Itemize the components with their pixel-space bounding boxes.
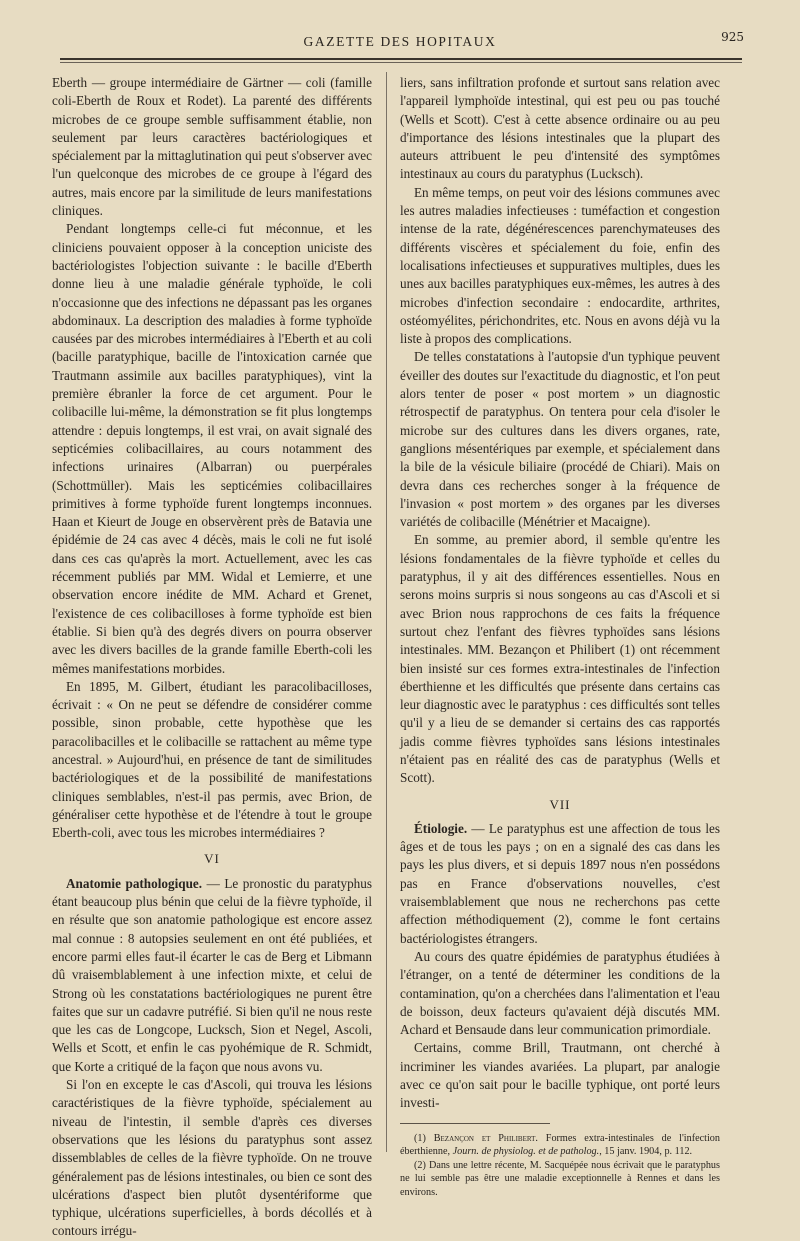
right-column [400, 74, 720, 1200]
paragraph-text: — Le pronostic du paratyphus étant beaucoup plus bénin que celui de la fièvre typhoïde, il en résulte que son anatomie pathologique est encore assez mal connue : 8 autopsies seulement en ont été publiées, et encore parmi elles faut-il écarter le cas de Berg et Libmann dû vraisemblablement à une infection mixte, et celui de Strong où les constatations bactériologiques ne purent être faites que sur un cadavre putréfié. Si bien qu'il ne nous reste que les cas de Longcope, Lucksch, Sion et Negel, Ascoli, Wells et Scott, et enfin le cas pyohémique de R. Schmidt, que Korte a critiqué de la façon que nous avons vu. [52, 875, 372, 1074]
left-column [52, 74, 372, 1241]
page-number: 925 [721, 30, 744, 44]
footnote-authors: (1) Bezançon et Philibert. [414, 1132, 538, 1144]
paragraph: Pendant longtemps celle-ci fut méconnue, et les cliniciens pouvaient opposer à la conception uniciste des bactériologistes l'objection suivante : le bacille d'Eberth donne lieu à une maladie générale typhoïde, le coli n'occasionne que des infections ne dépassant pas les organes abdominaux. La description des maladies à forme typhoïde causées par des microbes intermédiaires à l'Eberth et au coli (bacille paratyphique, bacille de l'intoxication carnée que Trautmann assimile aux bacilles paratyphiques), vint la première ébranler la force de cet argument. Pour le colibacille lui-même, la démonstration se fit plus longtemps attendre : depuis longtemps, il est vrai, on avait signalé des septicémies colibacillaires, au cours notamment des infections urinaires (Albarran) ou puerpérales (Schottmüller). Mais les septicémies colibacillaires primitives à forme typhoïde furent longtemps inconnues. Haan et Kieurt de Jouge en observèrent près de Batavia une épidémie de 24 cas avec 4 décès, mais le coli ne fut isolé dans ces cas qu'après la mort. Actuellement, avec les cas récemment publiés par MM. Widal et Lemierre, et une observation encore inédite de MM. Achard et Grenet, l'existence de ces colibacilloses à forme typhoïde est bien établie. Si bien qu'à des degrés divers on pourra observer avec les divers bacilles de la grande famille Eberth-coli les mêmes manifestations morbides. [52, 221, 372, 676]
column-divider [386, 72, 387, 1152]
paragraph: Au cours des quatre épidémies de paratyphus étudiées à l'étranger, on a tenté de déterminer les conditions de la contamination, qu'on a cherchées dans l'alimentation et l'eau de boisson, deux facteurs qu'avaient déjà discutés MM. Achard et Bensaude dans leur communication primordiale. [400, 948, 720, 1038]
paragraph-text: — Le paratyphus est une affection de tous les âges et de tous les pays ; on en a signalé des cas dans les pays les plus divers, et si depuis 1897 nous n'en possédons pas en France d'observations nouvelles, c'est vraisemblablement que nous ne recherchons pas cette affection méthodiquement (2), comme le font certains bactériologistes étrangers. [400, 820, 720, 946]
paragraph [400, 820, 720, 948]
footnote-rule [400, 1123, 550, 1124]
paragraph [52, 875, 372, 1076]
footnote: (2) Dans une lettre récente, M. Sacquépée nous écrivait que le paratyphus ne lui semble pas être une maladie exceptionnelle à Rennes et dans les environs. [400, 1159, 720, 1198]
section-number: VII [549, 796, 571, 812]
paragraph: En somme, au premier abord, il semble qu'entre les lésions fondamentales de la fièvre typhoïde et celles du paratyphus, il y ait des différences essentielles. Nous en serons moins surpris si nous songeons au cas d'Ascoli et si avec Brion nous rapprochons de ces faits la fréquence surtout chez l'enfant des fièvres typhoïdes sans lésions intestinales. MM. Bezançon et Philibert (1) ont récemment bien insisté sur ces formes extra-intestinales de l'infection éberthienne et les difficultés que présente dans certains cas leur diagnostic avec le paratyphus : ces difficultés sont telles qu'il y a lieu de se demander si certains des cas rapportés jadis comme fièvres typhoïdes sans lésions intestinales n'étaient pas en réalité des cas de paratyphus (Wells et Scott). [400, 532, 720, 786]
page-header [60, 30, 744, 56]
header-rule [60, 58, 742, 60]
section-heading: Anatomie pathologique. [66, 875, 203, 891]
paragraph: De telles constatations à l'autopsie d'un typhique peuvent éveiller des doutes sur l'exactitude du diagnostic, et l'on peut alors tenter de poser « post mortem » un diagnostic rétrospectif de paratyphus. On tentera pour cela d'isoler le microbe sur des cultures dans les divers organes, rate, ganglions mésentériques par exemple, et spécialement dans la bile de la vésicule biliaire (procédé de Chiari). Mais on devra dans ces recherches songer à la fréquence de l'invasion « post mortem » des organes par les diverses variétés de colibacille (Ménétrier et Macaigne). [400, 349, 720, 530]
section-heading: Étiologie. [414, 820, 468, 836]
paragraph: Certains, comme Brill, Trautmann, ont cherché à incriminer les viandes avariées. La plupart, par analogie avec ce qu'on sait pour le bacille typhique, ont porté leurs investi- [400, 1040, 720, 1111]
running-title: GAZETTE DES HOPITAUX [303, 34, 497, 49]
footnote-rest: , 15 janv. 1904, p. 112. [599, 1146, 693, 1158]
footnote-journal: Journ. de physiolog. et de patholog. [452, 1146, 600, 1158]
header-rule-thin [60, 62, 742, 63]
paragraph: Eberth — groupe intermédiaire de Gärtner — coli (famille coli-Eberth de Roux et Rodet). La parenté des différents microbes de ce groupe semble suffisamment établie, non seulement par leurs caractères bactériologiques et spécialement par la mittaglutination qui peut s'observer avec l'un quelconque des microbes de ce groupe à l'égard des autres, mais encore par la similitude de leurs manifestations cliniques. [52, 75, 372, 219]
paragraph: Si l'on en excepte le cas d'Ascoli, qui trouva les lésions caractéristiques de la fièvre typhoïde, spécialement au niveau de l'intestin, il semble d'après ces diverses observations que les lésions du paratyphus sont assez dissemblables de celles de la fièvre typhoïde. On ne trouve généralement pas de lésions intestinales, ou bien ce sont des ulcérations d'aspect bien plutôt dysentériforme que typhique, ulcérations superficielles, à bords décollés et à contours irrégu- [52, 1077, 372, 1239]
paragraph: liers, sans infiltration profonde et surtout sans relation avec l'appareil lymphoïde intestinal, qui est peu ou pas touché (Wells et Scott). C'est à cette absence ordinaire ou au peu d'importance des lésions intestinales que la plupart des auteurs attribuent le peu d'intensité des symptômes intestinaux au cours du paratyphus (Lucksch). [400, 75, 720, 182]
footnote [400, 1132, 720, 1159]
footnote-title: Formes extra-intestinales de l'infection éberthienne, [400, 1132, 720, 1158]
paragraph: En même temps, on peut voir des lésions communes avec les autres maladies infectieuses : tuméfaction et congestion intense de la rate, dégénérescences parenchymateuses des différents viscères et spécialement du foie, enfin des localisations infectieuses et suppuratives multiples, dues les unes aux bacilles paratyphiques eux-mêmes, les autres à des microbes d'infection secondaire : endocardite, arthrites, ostéomyélites, périchondrites, etc. Nous en avons déjà vu la liste à propos des complications. [400, 184, 720, 347]
section-number: VI [204, 851, 220, 867]
paragraph: En 1895, M. Gilbert, étudiant les paracolibacilloses, écrivait : « On ne peut se défendre de considérer comme possible, sinon probable, cette hypothèse que les paracolibacilles et le colibacille se rattachent au même type ancestral. » Aujourd'hui, en présence de tant de similitudes bactériologiques et de la possibilité de manifestations cliniques semblables, n'est-il pas permis, avec Brion, de généraliser cette hypothèse et de l'étendre à tout le groupe Eberth-coli, avec tous les microbes intermédiaires ? [52, 678, 372, 841]
